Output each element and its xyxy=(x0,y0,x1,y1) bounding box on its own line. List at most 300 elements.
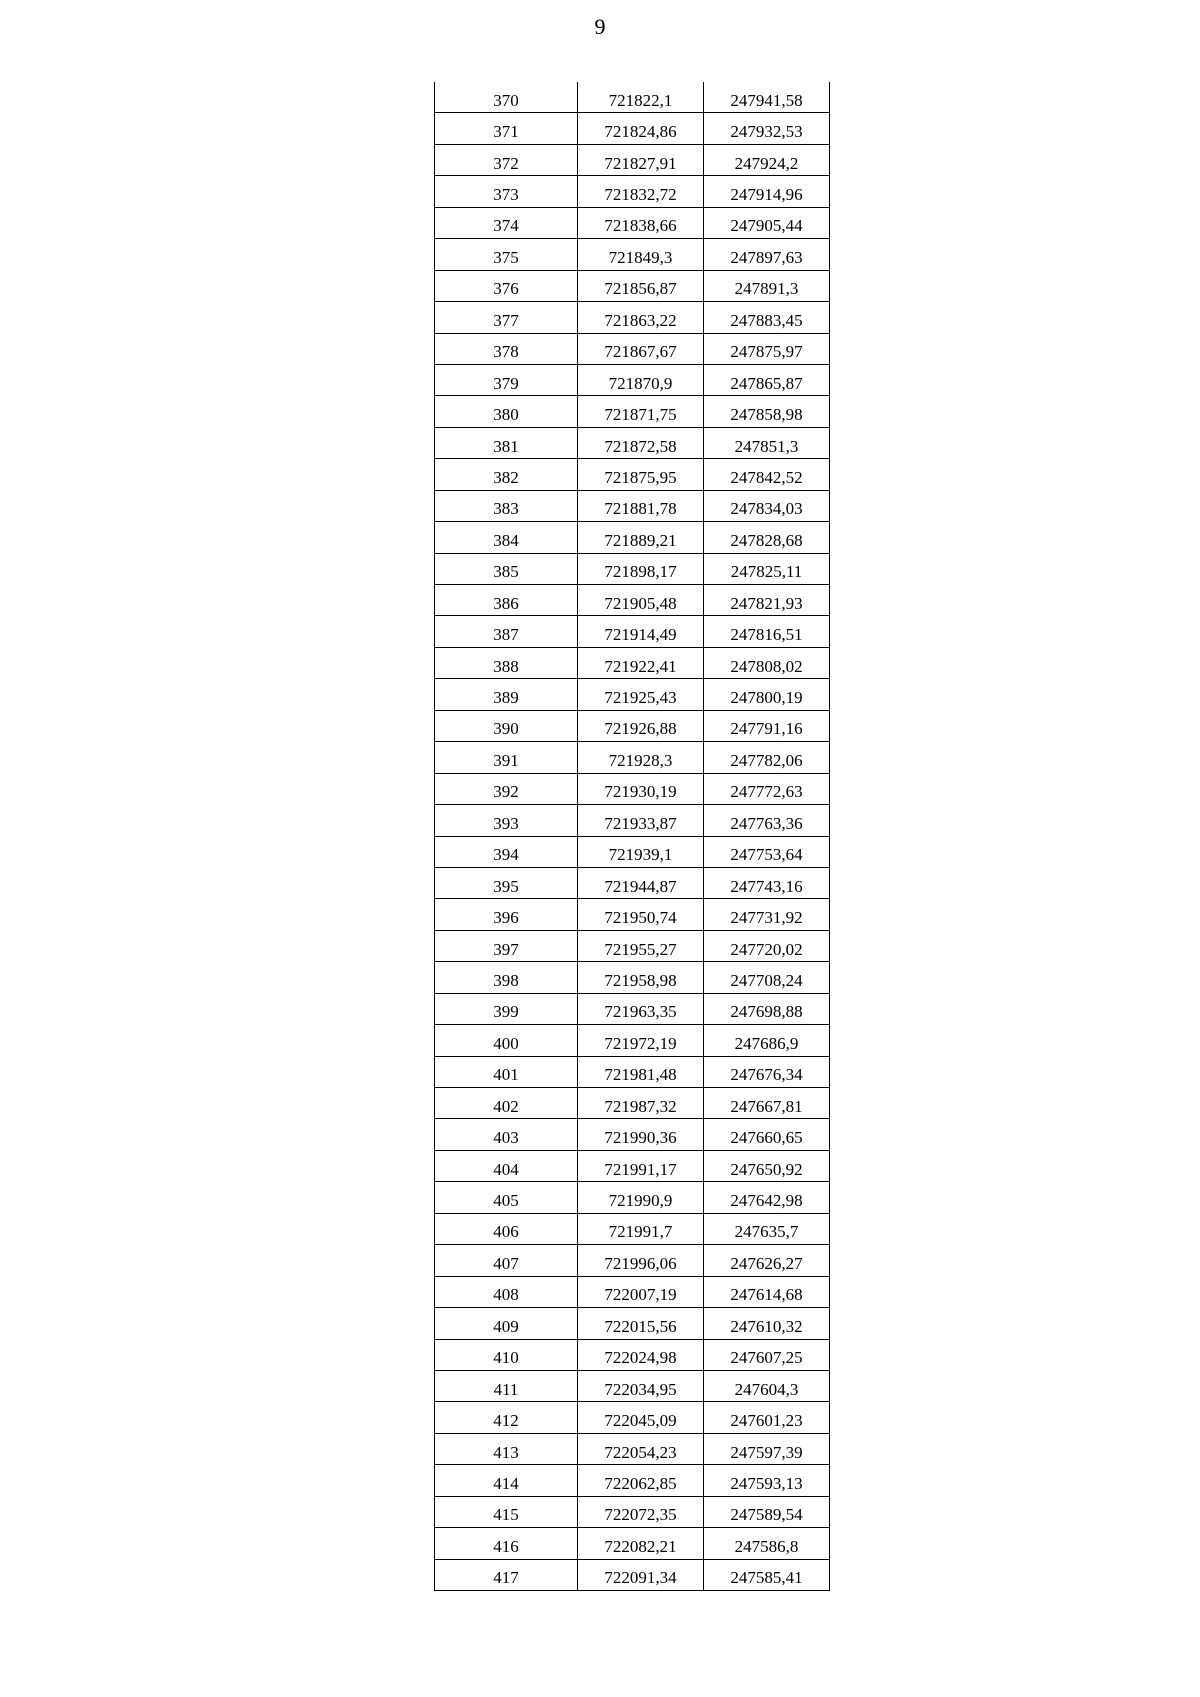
table-row xyxy=(435,396,830,427)
y-coordinate-cell xyxy=(704,962,830,993)
cell-text: 721856,87 xyxy=(604,279,677,299)
x-coordinate-cell xyxy=(578,82,704,113)
table-row xyxy=(435,710,830,741)
x-coordinate-cell xyxy=(578,207,704,238)
cell-text: 721849,3 xyxy=(608,247,673,267)
cell-text: 247601,23 xyxy=(730,1411,803,1431)
coordinates-table-container xyxy=(434,82,830,1591)
y-coordinate-cell xyxy=(704,1370,830,1401)
table-row xyxy=(435,176,830,207)
cell-text: 721827,91 xyxy=(604,153,677,173)
point-number-cell xyxy=(435,899,578,930)
x-coordinate-cell xyxy=(578,679,704,710)
x-coordinate-cell xyxy=(578,1433,704,1464)
cell-text: 398 xyxy=(493,970,519,990)
cell-text: 247816,51 xyxy=(730,625,803,645)
y-coordinate-cell xyxy=(704,176,830,207)
point-number-cell xyxy=(435,1182,578,1213)
cell-text: 247914,96 xyxy=(730,185,803,205)
table-row xyxy=(435,1308,830,1339)
y-coordinate-cell xyxy=(704,710,830,741)
cell-text: 247875,97 xyxy=(730,342,803,362)
table-row xyxy=(435,270,830,301)
cell-text: 721832,72 xyxy=(604,185,677,205)
y-coordinate-cell xyxy=(704,1402,830,1433)
table-row xyxy=(435,1528,830,1559)
cell-text: 387 xyxy=(493,625,519,645)
cell-text: 247607,25 xyxy=(730,1348,803,1368)
point-number-cell xyxy=(435,1308,578,1339)
cell-text: 721996,06 xyxy=(604,1253,677,1273)
table-row xyxy=(435,899,830,930)
x-coordinate-cell xyxy=(578,1308,704,1339)
y-coordinate-cell xyxy=(704,1433,830,1464)
cell-text: 247883,45 xyxy=(730,310,803,330)
y-coordinate-cell xyxy=(704,1496,830,1527)
y-coordinate-cell xyxy=(704,679,830,710)
point-number-cell xyxy=(435,364,578,395)
cell-text: 386 xyxy=(493,593,519,613)
table-row xyxy=(435,1182,830,1213)
x-coordinate-cell xyxy=(578,239,704,270)
y-coordinate-cell xyxy=(704,1088,830,1119)
cell-text: 721930,19 xyxy=(604,782,677,802)
cell-text: 247891,3 xyxy=(734,279,799,299)
cell-text: 370 xyxy=(493,90,519,110)
cell-text: 383 xyxy=(493,499,519,519)
cell-text: 400 xyxy=(493,1033,519,1053)
table-row xyxy=(435,427,830,458)
cell-text: 722082,21 xyxy=(604,1536,677,1556)
cell-text: 417 xyxy=(493,1568,519,1588)
cell-text: 247897,63 xyxy=(730,247,803,267)
y-coordinate-cell xyxy=(704,742,830,773)
table-row xyxy=(435,490,830,521)
cell-text: 394 xyxy=(493,845,519,865)
cell-text: 721824,86 xyxy=(604,122,677,142)
cell-text: 247642,98 xyxy=(730,1191,803,1211)
cell-text: 247825,11 xyxy=(730,562,803,582)
cell-text: 721987,32 xyxy=(604,1096,677,1116)
point-number-cell xyxy=(435,144,578,175)
point-number-cell xyxy=(435,553,578,584)
cell-text: 381 xyxy=(493,436,519,456)
point-number-cell xyxy=(435,616,578,647)
table-row xyxy=(435,302,830,333)
point-number-cell xyxy=(435,1528,578,1559)
cell-text: 247720,02 xyxy=(730,939,803,959)
cell-text: 401 xyxy=(493,1065,519,1085)
point-number-cell xyxy=(435,302,578,333)
x-coordinate-cell xyxy=(578,1150,704,1181)
point-number-cell xyxy=(435,993,578,1024)
x-coordinate-cell xyxy=(578,333,704,364)
cell-text: 379 xyxy=(493,373,519,393)
cell-text: 247676,34 xyxy=(730,1065,803,1085)
y-coordinate-cell xyxy=(704,459,830,490)
point-number-cell xyxy=(435,176,578,207)
point-number-cell xyxy=(435,1402,578,1433)
point-number-cell xyxy=(435,1245,578,1276)
point-number-cell xyxy=(435,1339,578,1370)
cell-text: 721928,3 xyxy=(608,750,673,770)
y-coordinate-cell xyxy=(704,1150,830,1181)
cell-text: 415 xyxy=(493,1505,519,1525)
cell-text: 721963,35 xyxy=(604,1002,677,1022)
table-row xyxy=(435,1150,830,1181)
cell-text: 247828,68 xyxy=(730,530,803,550)
table-row xyxy=(435,522,830,553)
point-number-cell xyxy=(435,522,578,553)
x-coordinate-cell xyxy=(578,805,704,836)
page-number: 9 xyxy=(594,14,606,39)
cell-text: 374 xyxy=(493,216,519,236)
point-number-cell xyxy=(435,1213,578,1244)
cell-text: 390 xyxy=(493,719,519,739)
y-coordinate-cell xyxy=(704,1056,830,1087)
cell-text: 376 xyxy=(493,279,519,299)
cell-text: 721905,48 xyxy=(604,593,677,613)
x-coordinate-cell xyxy=(578,302,704,333)
point-number-cell xyxy=(435,396,578,427)
table-row xyxy=(435,553,830,584)
point-number-cell xyxy=(435,962,578,993)
cell-text: 247782,06 xyxy=(730,750,803,770)
y-coordinate-cell xyxy=(704,647,830,678)
cell-text: 247763,36 xyxy=(730,813,803,833)
y-coordinate-cell xyxy=(704,82,830,113)
y-coordinate-cell xyxy=(704,396,830,427)
cell-text: 721867,67 xyxy=(604,342,677,362)
point-number-cell xyxy=(435,773,578,804)
x-coordinate-cell xyxy=(578,1559,704,1590)
cell-text: 721991,7 xyxy=(608,1222,673,1242)
y-coordinate-cell xyxy=(704,585,830,616)
point-number-cell xyxy=(435,427,578,458)
y-coordinate-cell xyxy=(704,1245,830,1276)
table-row xyxy=(435,1465,830,1496)
cell-text: 247586,8 xyxy=(734,1536,799,1556)
cell-text: 247842,52 xyxy=(730,467,803,487)
cell-text: 247834,03 xyxy=(730,499,803,519)
x-coordinate-cell xyxy=(578,113,704,144)
cell-text: 721875,95 xyxy=(604,467,677,487)
cell-text: 414 xyxy=(493,1473,519,1493)
cell-text: 389 xyxy=(493,688,519,708)
cell-text: 372 xyxy=(493,153,519,173)
point-number-cell xyxy=(435,930,578,961)
y-coordinate-cell xyxy=(704,490,830,521)
y-coordinate-cell xyxy=(704,270,830,301)
cell-text: 721822,1 xyxy=(608,90,673,110)
cell-text: 403 xyxy=(493,1128,519,1148)
point-number-cell xyxy=(435,333,578,364)
cell-text: 722054,23 xyxy=(604,1442,677,1462)
point-number-cell xyxy=(435,679,578,710)
table-row xyxy=(435,1339,830,1370)
cell-text: 377 xyxy=(493,310,519,330)
cell-text: 247667,81 xyxy=(730,1096,803,1116)
cell-text: 247865,87 xyxy=(730,373,803,393)
table-row xyxy=(435,144,830,175)
point-number-cell xyxy=(435,82,578,113)
cell-text: 721871,75 xyxy=(604,405,677,425)
cell-text: 721922,41 xyxy=(604,656,677,676)
y-coordinate-cell xyxy=(704,899,830,930)
cell-text: 247610,32 xyxy=(730,1316,803,1336)
cell-text: 392 xyxy=(493,782,519,802)
coordinates-table xyxy=(434,82,830,1591)
cell-text: 384 xyxy=(493,530,519,550)
y-coordinate-cell xyxy=(704,1182,830,1213)
point-number-cell xyxy=(435,1025,578,1056)
cell-text: 388 xyxy=(493,656,519,676)
cell-text: 395 xyxy=(493,876,519,896)
x-coordinate-cell xyxy=(578,616,704,647)
y-coordinate-cell xyxy=(704,993,830,1024)
table-row xyxy=(435,1559,830,1590)
table-row xyxy=(435,679,830,710)
x-coordinate-cell xyxy=(578,1182,704,1213)
cell-text: 397 xyxy=(493,939,519,959)
point-number-cell xyxy=(435,836,578,867)
x-coordinate-cell xyxy=(578,742,704,773)
cell-text: 247589,54 xyxy=(730,1505,803,1525)
cell-text: 247597,39 xyxy=(730,1442,803,1462)
cell-text: 247753,64 xyxy=(730,845,803,865)
table-row xyxy=(435,1119,830,1150)
cell-text: 721950,74 xyxy=(604,908,677,928)
cell-text: 411 xyxy=(493,1379,519,1399)
cell-text: 247851,3 xyxy=(734,436,799,456)
x-coordinate-cell xyxy=(578,490,704,521)
cell-text: 722007,19 xyxy=(604,1285,677,1305)
point-number-cell xyxy=(435,1119,578,1150)
table-row xyxy=(435,239,830,270)
x-coordinate-cell xyxy=(578,1370,704,1401)
cell-text: 247800,19 xyxy=(730,688,803,708)
point-number-cell xyxy=(435,710,578,741)
y-coordinate-cell xyxy=(704,364,830,395)
y-coordinate-cell xyxy=(704,1559,830,1590)
cell-text: 721990,36 xyxy=(604,1128,677,1148)
table-row xyxy=(435,805,830,836)
cell-text: 247731,92 xyxy=(730,908,803,928)
cell-text: 247708,24 xyxy=(730,970,803,990)
point-number-cell xyxy=(435,113,578,144)
y-coordinate-cell xyxy=(704,427,830,458)
cell-text: 410 xyxy=(493,1348,519,1368)
table-row xyxy=(435,1402,830,1433)
cell-text: 247604,3 xyxy=(734,1379,799,1399)
cell-text: 247660,65 xyxy=(730,1128,803,1148)
y-coordinate-cell xyxy=(704,113,830,144)
x-coordinate-cell xyxy=(578,647,704,678)
point-number-cell xyxy=(435,1559,578,1590)
x-coordinate-cell xyxy=(578,427,704,458)
table-row xyxy=(435,459,830,490)
cell-text: 413 xyxy=(493,1442,519,1462)
y-coordinate-cell xyxy=(704,773,830,804)
y-coordinate-cell xyxy=(704,805,830,836)
table-row xyxy=(435,585,830,616)
table-row xyxy=(435,333,830,364)
x-coordinate-cell xyxy=(578,1496,704,1527)
cell-text: 721958,98 xyxy=(604,970,677,990)
table-row xyxy=(435,1245,830,1276)
y-coordinate-cell xyxy=(704,1276,830,1307)
table-row xyxy=(435,1025,830,1056)
cell-text: 721925,43 xyxy=(604,688,677,708)
y-coordinate-cell xyxy=(704,553,830,584)
x-coordinate-cell xyxy=(578,396,704,427)
cell-text: 721870,9 xyxy=(608,373,673,393)
cell-text: 391 xyxy=(493,750,519,770)
x-coordinate-cell xyxy=(578,1119,704,1150)
cell-text: 721944,87 xyxy=(604,876,677,896)
point-number-cell xyxy=(435,1370,578,1401)
cell-text: 721863,22 xyxy=(604,310,677,330)
x-coordinate-cell xyxy=(578,144,704,175)
x-coordinate-cell xyxy=(578,553,704,584)
table-row xyxy=(435,1276,830,1307)
table-row xyxy=(435,616,830,647)
x-coordinate-cell xyxy=(578,1056,704,1087)
cell-text: 721933,87 xyxy=(604,813,677,833)
x-coordinate-cell xyxy=(578,459,704,490)
cell-text: 382 xyxy=(493,467,519,487)
x-coordinate-cell xyxy=(578,773,704,804)
cell-text: 378 xyxy=(493,342,519,362)
cell-text: 247932,53 xyxy=(730,122,803,142)
cell-text: 247808,02 xyxy=(730,656,803,676)
y-coordinate-cell xyxy=(704,1025,830,1056)
cell-text: 247635,7 xyxy=(734,1222,799,1242)
cell-text: 721972,19 xyxy=(604,1033,677,1053)
y-coordinate-cell xyxy=(704,1213,830,1244)
cell-text: 405 xyxy=(493,1191,519,1211)
y-coordinate-cell xyxy=(704,1308,830,1339)
y-coordinate-cell xyxy=(704,1528,830,1559)
cell-text: 247924,2 xyxy=(734,153,799,173)
point-number-cell xyxy=(435,1276,578,1307)
cell-text: 721889,21 xyxy=(604,530,677,550)
cell-text: 721881,78 xyxy=(604,499,677,519)
cell-text: 247614,68 xyxy=(730,1285,803,1305)
table-row xyxy=(435,836,830,867)
cell-text: 721955,27 xyxy=(604,939,677,959)
point-number-cell xyxy=(435,805,578,836)
cell-text: 402 xyxy=(493,1096,519,1116)
y-coordinate-cell xyxy=(704,333,830,364)
cell-text: 721838,66 xyxy=(604,216,677,236)
x-coordinate-cell xyxy=(578,1528,704,1559)
cell-text: 247585,41 xyxy=(730,1568,803,1588)
x-coordinate-cell xyxy=(578,962,704,993)
cell-text: 393 xyxy=(493,813,519,833)
table-row xyxy=(435,962,830,993)
cell-text: 722015,56 xyxy=(604,1316,677,1336)
point-number-cell xyxy=(435,490,578,521)
table-row xyxy=(435,82,830,113)
point-number-cell xyxy=(435,867,578,898)
x-coordinate-cell xyxy=(578,270,704,301)
table-row xyxy=(435,993,830,1024)
point-number-cell xyxy=(435,1433,578,1464)
cell-text: 721926,88 xyxy=(604,719,677,739)
cell-text: 721914,49 xyxy=(604,625,677,645)
x-coordinate-cell xyxy=(578,1339,704,1370)
cell-text: 722024,98 xyxy=(604,1348,677,1368)
x-coordinate-cell xyxy=(578,710,704,741)
point-number-cell xyxy=(435,1496,578,1527)
point-number-cell xyxy=(435,647,578,678)
table-row xyxy=(435,113,830,144)
x-coordinate-cell xyxy=(578,1025,704,1056)
x-coordinate-cell xyxy=(578,1213,704,1244)
cell-text: 373 xyxy=(493,185,519,205)
cell-text: 407 xyxy=(493,1253,519,1273)
x-coordinate-cell xyxy=(578,993,704,1024)
cell-text: 247686,9 xyxy=(734,1033,799,1053)
y-coordinate-cell xyxy=(704,616,830,647)
x-coordinate-cell xyxy=(578,1465,704,1496)
cell-text: 721939,1 xyxy=(608,845,673,865)
cell-text: 412 xyxy=(493,1411,519,1431)
cell-text: 722072,35 xyxy=(604,1505,677,1525)
cell-text: 399 xyxy=(493,1002,519,1022)
cell-text: 722091,34 xyxy=(604,1568,677,1588)
table-row xyxy=(435,773,830,804)
table-row xyxy=(435,1088,830,1119)
point-number-cell xyxy=(435,1056,578,1087)
cell-text: 247905,44 xyxy=(730,216,803,236)
cell-text: 408 xyxy=(493,1285,519,1305)
cell-text: 385 xyxy=(493,562,519,582)
cell-text: 722045,09 xyxy=(604,1411,677,1431)
cell-text: 247791,16 xyxy=(730,719,803,739)
table-row xyxy=(435,742,830,773)
table-row xyxy=(435,867,830,898)
point-number-cell xyxy=(435,1150,578,1181)
point-number-cell xyxy=(435,742,578,773)
y-coordinate-cell xyxy=(704,302,830,333)
y-coordinate-cell xyxy=(704,1339,830,1370)
point-number-cell xyxy=(435,270,578,301)
x-coordinate-cell xyxy=(578,522,704,553)
cell-text: 721991,17 xyxy=(604,1159,677,1179)
point-number-cell xyxy=(435,459,578,490)
y-coordinate-cell xyxy=(704,930,830,961)
y-coordinate-cell xyxy=(704,239,830,270)
y-coordinate-cell xyxy=(704,144,830,175)
cell-text: 247650,92 xyxy=(730,1159,803,1179)
point-number-cell xyxy=(435,585,578,616)
table-row xyxy=(435,647,830,678)
cell-text: 721872,58 xyxy=(604,436,677,456)
x-coordinate-cell xyxy=(578,585,704,616)
x-coordinate-cell xyxy=(578,1088,704,1119)
cell-text: 406 xyxy=(493,1222,519,1242)
x-coordinate-cell xyxy=(578,176,704,207)
coordinates-table-body xyxy=(435,82,830,1591)
cell-text: 247772,63 xyxy=(730,782,803,802)
table-row xyxy=(435,1056,830,1087)
cell-text: 247821,93 xyxy=(730,593,803,613)
table-row xyxy=(435,930,830,961)
cell-text: 396 xyxy=(493,908,519,928)
table-row xyxy=(435,207,830,238)
